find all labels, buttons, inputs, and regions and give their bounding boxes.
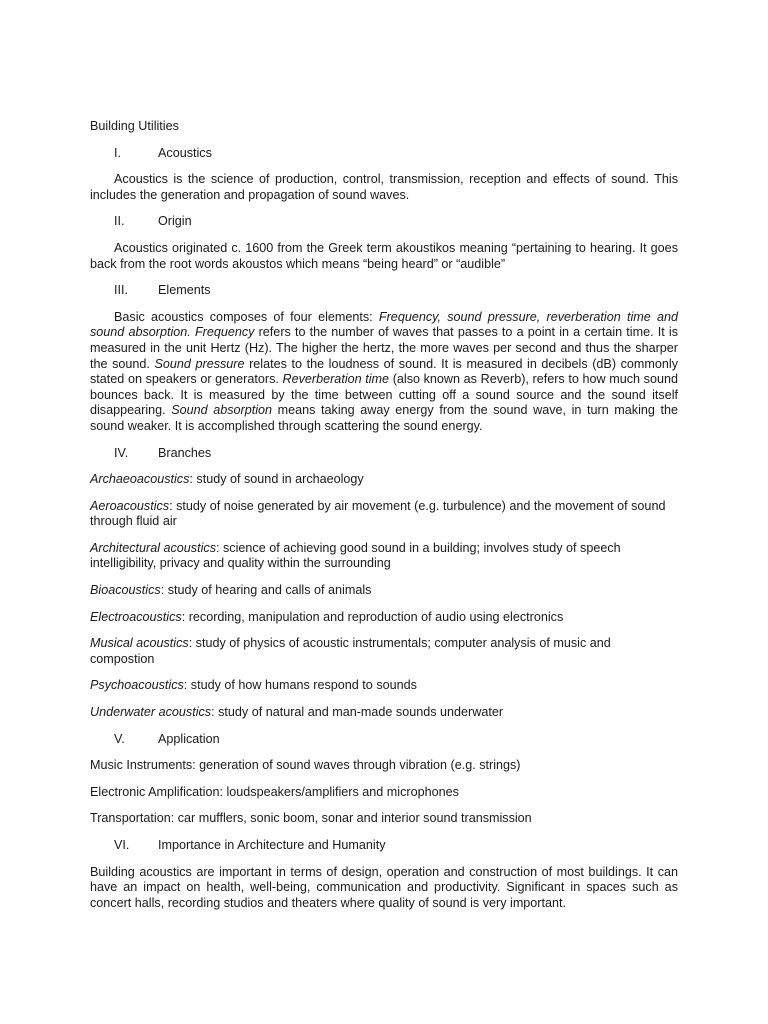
branch-description: : study of how humans respond to sounds <box>183 678 417 693</box>
section-heading-application <box>114 732 678 748</box>
section-number: V. <box>114 731 125 746</box>
section-title: Branches <box>158 445 212 460</box>
elements-emphasis: Sound pressure <box>154 356 245 371</box>
section-heading-acoustics <box>114 146 678 162</box>
branch-term: Bioacoustics <box>90 583 161 598</box>
section-heading-elements <box>114 283 678 299</box>
section-title: Importance in Architecture and Humanity <box>158 838 386 852</box>
section-title: Origin <box>158 214 192 229</box>
elements-paragraph <box>90 310 678 435</box>
branch-item <box>90 499 678 530</box>
section-heading-importance <box>114 838 678 854</box>
branch-term: Electroacoustics <box>90 609 182 624</box>
elements-text: means taking away energy from the sound wave, in turn making the sound weaker. It is accomplished through scattering the sound energy. <box>90 403 678 433</box>
branch-term: Underwater acoustics <box>90 705 212 720</box>
document-body <box>90 119 678 911</box>
branch-item <box>90 583 678 599</box>
branch-description: : study of noise generated by air movement (e.g. turbulence) and the movement of sound through fluid air <box>90 498 666 529</box>
branch-term: Musical acoustics <box>90 636 189 651</box>
branch-description: : study of sound in archaeology <box>189 472 364 487</box>
section-number: III. <box>114 283 128 298</box>
branch-term: Archaeoacoustics <box>90 472 190 487</box>
section-number: VI. <box>114 838 130 852</box>
application-item: Transportation: car mufflers, sonic boom, sonar and interior sound transmission <box>90 811 532 826</box>
branch-term: Architectural acoustics <box>90 540 216 555</box>
elements-emphasis: Reverberation time <box>282 372 390 387</box>
acoustics-paragraph: Acoustics is the science of production, control, transmission, reception and effects of sound. This includes the generation and propagation of sound waves. <box>90 172 678 202</box>
branch-item <box>90 541 678 572</box>
document-title: Building Utilities <box>90 119 179 133</box>
branch-item <box>90 472 678 488</box>
branch-description: : study of physics of acoustic instrumentals; computer analysis of music and compostion <box>90 636 611 666</box>
section-title: Application <box>158 731 220 746</box>
section-number: IV. <box>114 445 129 460</box>
elements-text: Basic acoustics composes of four elements: <box>114 309 379 324</box>
section-heading-origin <box>114 214 678 230</box>
branch-item <box>90 678 678 694</box>
section-number: I. <box>114 145 121 160</box>
elements-text: (also known as Reverb), refers to how much sound bounces back. It is measured by the time between cutting off a sound source and the sound itself disappearing. <box>90 372 678 418</box>
branch-description: : recording, manipulation and reproduction of audio using electronics <box>181 609 564 624</box>
elements-emphasis: Frequency, sound pressure, reverberation time and sound absorption. Frequency <box>90 309 678 340</box>
origin-paragraph: Acoustics originated c. 1600 from the Greek term akoustikos meaning “pertaining to hearing. It goes back from the root words akoustos which means “being heard” or “audible” <box>90 240 678 271</box>
application-item: Music Instruments: generation of sound waves through vibration (e.g. strings) <box>90 758 521 773</box>
branch-description: : science of achieving good sound in a building; involves study of speech intelligibility, privacy and quality within the surrounding <box>90 540 621 571</box>
importance-paragraph: Building acoustics are important in terms of design, operation and construction of most buildings. It can have an impact on health, well-being, communication and productivity. Significant in spaces such as concert halls, recording studios and theaters where quality of sound is very important. <box>90 864 678 910</box>
section-title: Elements <box>158 283 211 298</box>
section-heading-branches <box>114 446 678 462</box>
section-number: II. <box>114 214 125 229</box>
elements-text: relates to the loudness of sound. It is measured in decibels (dB) commonly stated on speakers or generators. <box>90 356 678 387</box>
branch-description: : study of hearing and calls of animals <box>160 583 372 598</box>
elements-text: refers to the number of waves that passes to a point in a certain time. It is measured in the unit Hertz (Hz). The higher the hertz, the more waves per second and thus the sharper the sound. <box>90 325 678 371</box>
application-item: Electronic Amplification: loudspeakers/amplifiers and microphones <box>90 784 459 799</box>
branch-item <box>90 705 678 721</box>
branch-description: : study of natural and man-made sounds underwater <box>211 705 504 720</box>
branch-term: Psychoacoustics <box>90 678 184 693</box>
branch-item <box>90 636 678 667</box>
elements-emphasis: Sound absorption <box>171 403 273 418</box>
branch-term: Aeroacoustics <box>90 498 170 513</box>
branch-item <box>90 610 678 626</box>
section-title: Acoustics <box>158 145 212 160</box>
